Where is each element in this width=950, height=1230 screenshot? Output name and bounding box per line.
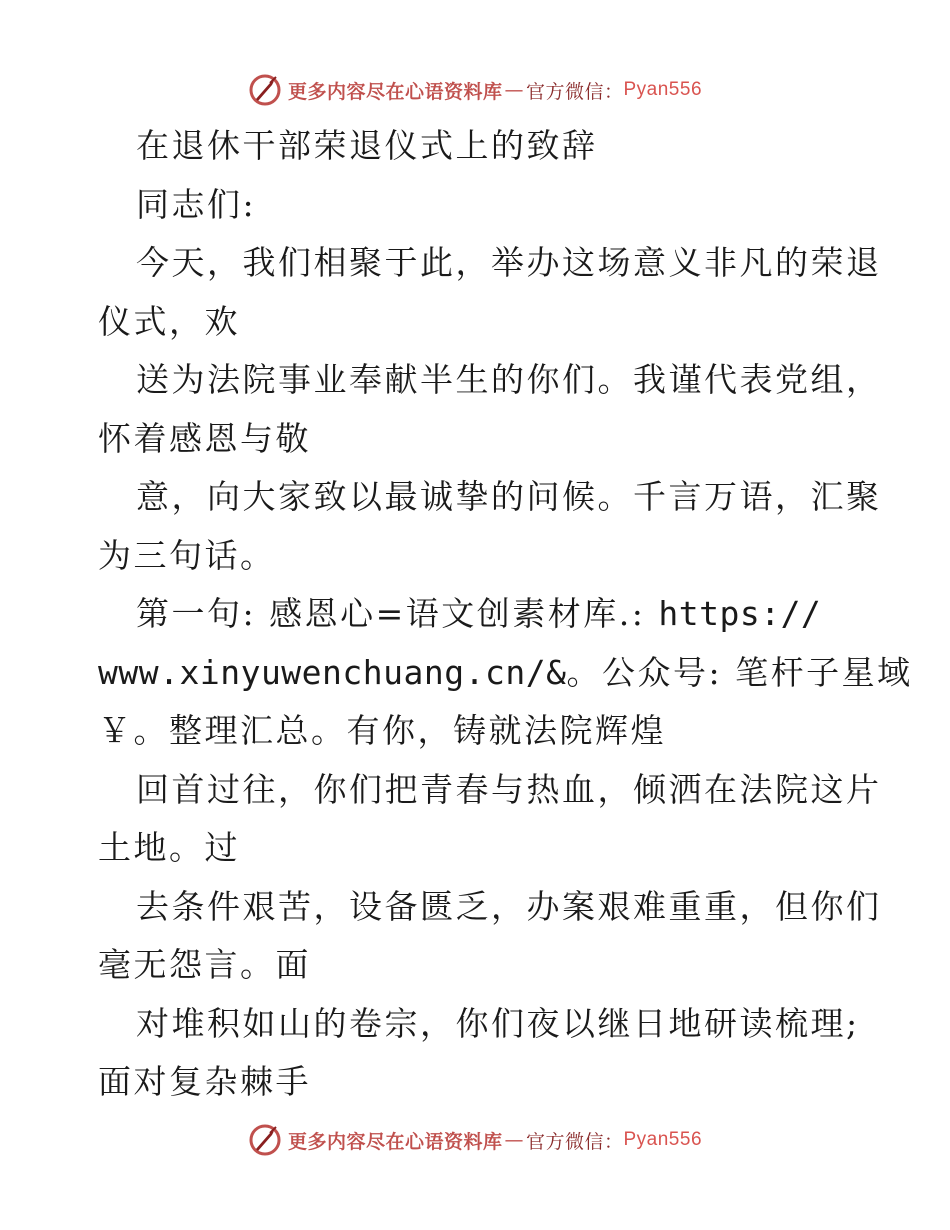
paragraph-7-line-2: 面对复杂棘手: [98, 1062, 311, 1101]
quill-logo-icon: [248, 73, 282, 107]
paragraph-3-line-1: 意，向大家致以最诚挚的问候。千言万语，汇聚: [136, 477, 882, 516]
paragraph-4-line-2: [98, 644, 913, 703]
watermark-wechat-label: 官方微信：: [525, 80, 624, 103]
paragraph-1-line-2: 仪式，欢: [98, 301, 240, 341]
paragraph-6-line-2: 毫无怨言。面: [98, 945, 311, 984]
quill-logo-icon: [248, 1123, 282, 1157]
watermark-dash: —: [504, 79, 524, 101]
paragraph-1-line-1: 今天，我们相聚于此，举办这场意义非凡的荣退: [136, 243, 882, 282]
watermark-wechat-id: Pyan556: [623, 1129, 703, 1150]
paragraph-4-line-3: ￥。整理汇总。有你，铸就法院辉煌: [98, 711, 666, 750]
paragraph-4-line-2-text: 。公众号: 笔杆子星域: [566, 652, 913, 692]
paragraph-3-line-2: 为三句话。: [98, 535, 276, 575]
paragraph-6-line-1: 去条件艰苦，设备匮乏，办案艰难重重，但你们: [136, 886, 882, 926]
url-part-2: www.xinyuwenchuang.cn/&: [98, 652, 567, 692]
paragraph-4-line-1-text: 第一句: 感恩心=语文创素材库.:: [136, 594, 659, 633]
watermark-wechat-id: Pyan556: [623, 79, 703, 100]
watermark-main-text: 更多内容尽在心语资料库: [287, 80, 503, 103]
document-body: [98, 117, 913, 1112]
document-title: 在退休干部荣退仪式上的致辞: [136, 126, 598, 165]
paragraph-5-line-2: 土地。过: [98, 828, 240, 867]
paragraph-2-line-2: 怀着感恩与敬: [98, 418, 311, 458]
watermark-main-text: 更多内容尽在心语资料库: [287, 1130, 503, 1153]
watermark-dash: —: [504, 1129, 524, 1151]
watermark-wechat-label: 官方微信：: [525, 1130, 624, 1153]
paragraph-2-line-1: 送为法院事业奉献半生的你们。我谨代表党组，: [136, 360, 882, 399]
watermark-header: [0, 70, 950, 110]
watermark-footer: [0, 1120, 950, 1160]
paragraph-4-line-1: [98, 585, 858, 644]
salutation: 同志们:: [136, 184, 257, 224]
paragraph-5-line-1: 回首过往，你们把青春与热血，倾洒在法院这片: [136, 769, 882, 809]
paragraph-7-line-1: 对堆积如山的卷宗，你们夜以继日地研读梳理;: [136, 1003, 860, 1043]
url-part-1: https://: [658, 594, 822, 633]
